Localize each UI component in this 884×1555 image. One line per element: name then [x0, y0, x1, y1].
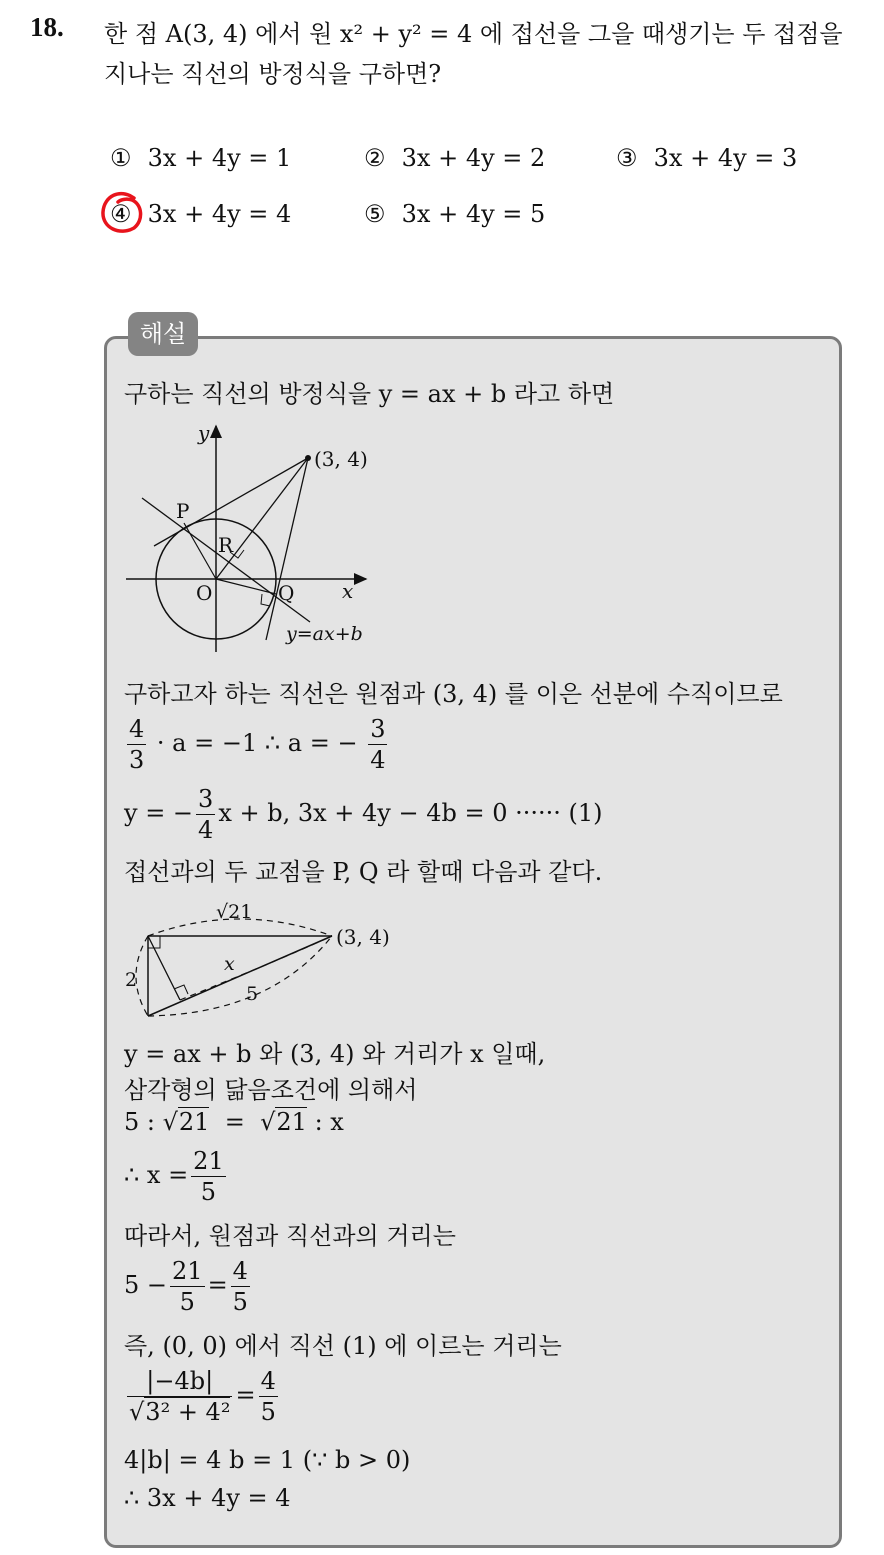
choice-text: 3x + 4y = 2	[401, 144, 546, 172]
ratio-equation: 5 : √21 = √21 : x	[124, 1108, 344, 1136]
point-a	[305, 455, 311, 461]
segment-op	[184, 523, 216, 579]
origin-label: O	[196, 581, 213, 605]
choice-text: 3x + 4y = 4	[147, 200, 292, 228]
altitude-segment	[148, 936, 180, 1000]
segment-oq	[216, 579, 276, 594]
fraction: $\frac{21}{5}$	[172, 1257, 203, 1316]
dashed-arc-left	[136, 936, 148, 1016]
tangent-figure	[120, 418, 380, 654]
fraction: $\frac{4}{5}$	[260, 1367, 276, 1426]
intersection-text: 접선과의 두 교점을 P, Q 라 할때 다음과 같다.	[124, 858, 603, 886]
fraction: $\frac{3}{4}$	[370, 715, 386, 774]
slope-equation: $\frac{4}{3}$ · a = −1 ∴ a = − $\frac{3}{4}$	[129, 715, 386, 774]
answer-circle-mark	[98, 188, 150, 240]
difference-equation: 5 − $\frac{21}{5}$ = $\frac{4}{5}$	[124, 1257, 248, 1316]
right-angle-q	[261, 594, 270, 606]
line-label: y=ax+b	[286, 623, 363, 645]
choice-mark: ③	[616, 144, 638, 172]
y-axis-label: y	[198, 421, 210, 445]
distance-text: y = ax + b 와 (3, 4) 와 거리가 x 일때,	[124, 1040, 546, 1068]
fraction: $\frac{3}{4}$	[198, 785, 214, 844]
solution-intro: 구하는 직선의 방정식을 y = ax + b 라고 하면	[124, 380, 615, 408]
final-answer: ∴ 3x + 4y = 4	[124, 1484, 291, 1512]
point-r-label: R	[218, 533, 234, 557]
question-text-line2: 지나는 직선의 방정식을 구하면?	[104, 60, 442, 88]
choice-mark: ⑤	[364, 200, 386, 228]
line-equation: y = − $\frac{3}{4}$ x + b, 3x + 4y − 4b = 0 ······ (1)	[124, 785, 603, 844]
similar-triangle-figure	[120, 894, 390, 1026]
point-a-label: (3, 4)	[336, 925, 390, 949]
x-axis-label: x	[342, 579, 354, 603]
question-number: 18.	[30, 12, 64, 42]
distance-formula: $\frac{|-4b|}{\text{√3² + 4²}}$ = $\frac{4}{5}$	[129, 1367, 276, 1426]
choice-text: 3x + 4y = 5	[401, 200, 546, 228]
length-2-label: 2	[125, 969, 138, 991]
fraction: $\frac{21}{5}$	[193, 1147, 224, 1206]
fraction: $\frac{4}{3}$	[129, 715, 145, 774]
fraction: $\frac{4}{5}$	[232, 1257, 248, 1316]
choice-text: 3x + 4y = 1	[147, 144, 292, 172]
b-result: 4|b| = 4 b = 1 (∵ b > 0)	[124, 1446, 411, 1474]
choice-mark: ④	[110, 200, 132, 228]
origin-distance-text: 즉, (0, 0) 에서 직선 (1) 에 이르는 거리는	[124, 1332, 562, 1360]
fraction: $\frac{|-4b|}{\text{√3² + 4²}}$	[129, 1367, 231, 1426]
point-p-label: P	[176, 499, 190, 523]
length-5-label: 5	[246, 983, 259, 1005]
choice-5[interactable]	[364, 200, 545, 228]
choice-mark: ②	[364, 144, 386, 172]
choice-text: 3x + 4y = 3	[653, 144, 798, 172]
therefore-text: 따라서, 원점과 직선과의 거리는	[124, 1222, 456, 1250]
x-label: x	[224, 953, 235, 975]
question-text-line1: 한 점 A(3, 4) 에서 원 x² + y² = 4 에 접선을 그을 때생기는 두 접점을	[104, 20, 843, 48]
choice-3[interactable]	[616, 144, 797, 172]
choice-1[interactable]	[110, 144, 291, 172]
sqrt21-label: √21	[216, 901, 253, 923]
solution-tag: 해설	[128, 312, 198, 356]
perpendicular-text: 구하고자 하는 직선은 원점과 (3, 4) 를 이은 선분에 수직이므로	[124, 680, 783, 708]
point-q-label: Q	[278, 581, 295, 605]
x-result: ∴ x = $\frac{21}{5}$	[124, 1147, 224, 1206]
point-a-label: (3, 4)	[314, 447, 368, 471]
right-angle-top	[148, 936, 160, 948]
similarity-text: 삼각형의 닮음조건에 의해서	[124, 1076, 418, 1104]
choice-mark: ①	[110, 144, 132, 172]
choice-2[interactable]	[364, 144, 545, 172]
